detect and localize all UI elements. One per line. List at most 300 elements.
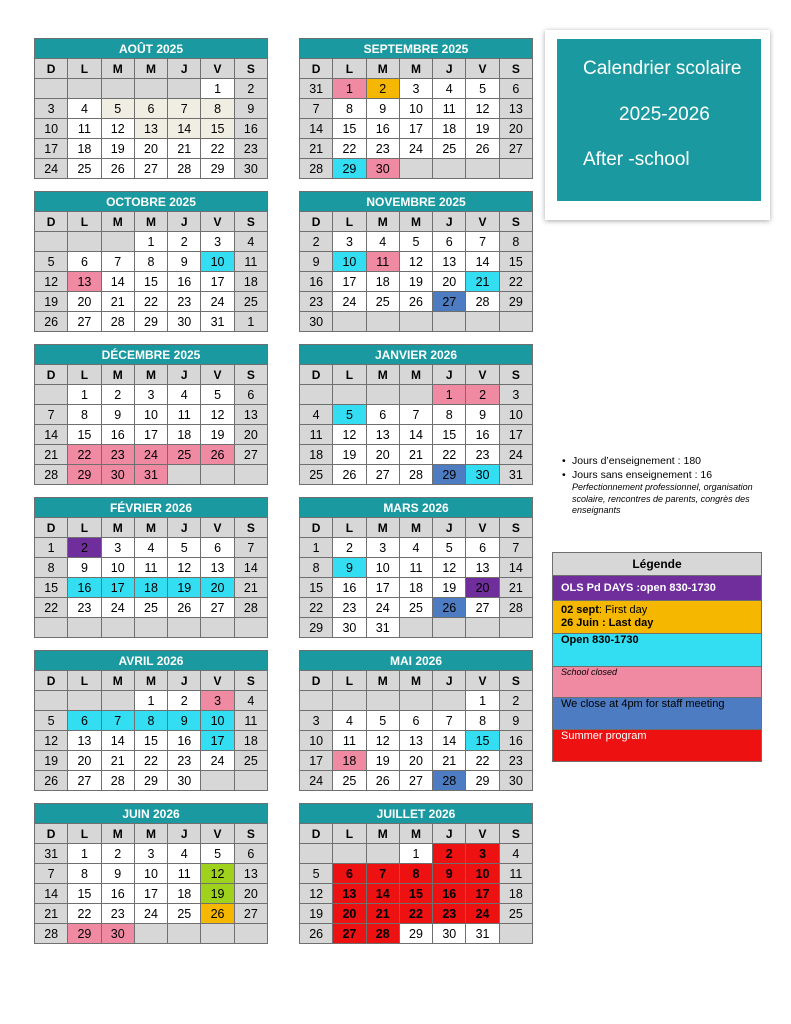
day-cell: 29 (300, 618, 333, 638)
weekday-header: J (168, 824, 201, 844)
weekday-header: J (433, 365, 466, 385)
weekday-header: S (499, 59, 532, 79)
empty-day-cell (234, 771, 267, 791)
day-cell: 27 (433, 292, 466, 312)
weekday-header: J (168, 212, 201, 232)
day-cell: 31 (35, 844, 68, 864)
day-cell: 9 (168, 711, 201, 731)
day-cell: 10 (366, 558, 399, 578)
empty-day-cell (134, 924, 167, 944)
day-cell: 14 (433, 731, 466, 751)
weekday-header: M (366, 365, 399, 385)
day-cell: 10 (134, 405, 167, 425)
week-row (35, 272, 268, 292)
weekday-header: J (433, 59, 466, 79)
day-cell: 23 (101, 445, 134, 465)
month-title: FÉVRIER 2026 (35, 498, 268, 518)
day-cell: 10 (466, 864, 499, 884)
day-cell: 24 (134, 445, 167, 465)
weekday-header: V (466, 824, 499, 844)
weekday-header: J (433, 671, 466, 691)
weekday-header: V (466, 59, 499, 79)
day-cell: 8 (134, 252, 167, 272)
day-cell: 20 (399, 751, 432, 771)
day-cell: 13 (366, 425, 399, 445)
week-row (300, 139, 533, 159)
day-cell: 7 (101, 711, 134, 731)
empty-day-cell (68, 79, 101, 99)
day-cell: 15 (134, 731, 167, 751)
day-cell: 15 (466, 731, 499, 751)
day-cell: 7 (366, 864, 399, 884)
day-cell: 30 (101, 465, 134, 485)
day-cell: 25 (168, 904, 201, 924)
day-cell: 17 (399, 119, 432, 139)
day-cell: 14 (101, 731, 134, 751)
legend-last-day-date: 26 Juin : (561, 617, 606, 629)
week-row (35, 864, 268, 884)
non-teaching-days-note: Perfectionnement professionnel, organisation scolaire, rencontres de parents, congrès des enseignants (572, 482, 753, 515)
empty-day-cell (234, 924, 267, 944)
day-cell: 24 (101, 598, 134, 618)
weekday-header: L (68, 365, 101, 385)
day-cell: 29 (134, 771, 167, 791)
week-row (35, 618, 268, 638)
day-cell: 13 (134, 119, 167, 139)
weekday-header: S (234, 824, 267, 844)
calendar-aout-2025 (34, 38, 268, 179)
week-row (300, 292, 533, 312)
day-cell: 23 (433, 904, 466, 924)
day-cell: 22 (466, 751, 499, 771)
day-cell: 6 (68, 711, 101, 731)
day-cell: 18 (168, 425, 201, 445)
empty-day-cell (168, 465, 201, 485)
month-title: DÉCEMBRE 2025 (35, 345, 268, 365)
day-cell: 1 (300, 538, 333, 558)
day-cell: 30 (333, 618, 366, 638)
weekday-header: M (366, 59, 399, 79)
weekday-header: J (168, 59, 201, 79)
weekday-header: J (433, 824, 466, 844)
week-row (300, 252, 533, 272)
school-days-stats (562, 454, 767, 517)
day-cell: 3 (366, 538, 399, 558)
empty-day-cell (68, 232, 101, 252)
week-row (300, 844, 533, 864)
day-cell: 15 (68, 884, 101, 904)
day-cell: 9 (234, 99, 267, 119)
weekday-header: M (134, 518, 167, 538)
week-row (300, 272, 533, 292)
day-cell: 15 (35, 578, 68, 598)
day-cell: 28 (300, 159, 333, 179)
day-cell: 1 (35, 538, 68, 558)
empty-day-cell (35, 385, 68, 405)
day-cell: 27 (333, 924, 366, 944)
day-cell: 27 (399, 771, 432, 791)
day-cell: 8 (201, 99, 234, 119)
day-cell: 5 (366, 711, 399, 731)
empty-day-cell (433, 312, 466, 332)
day-cell: 18 (433, 119, 466, 139)
day-cell: 1 (466, 691, 499, 711)
month-title: AVRIL 2026 (35, 651, 268, 671)
day-cell: 15 (433, 425, 466, 445)
day-cell: 3 (134, 844, 167, 864)
legend-first-day-text: : First day (598, 604, 648, 616)
calendar-octobre-2025 (34, 191, 268, 332)
week-row (35, 558, 268, 578)
calendar-janvier-2026 (299, 344, 533, 485)
day-cell: 17 (134, 425, 167, 445)
legend-staff-meeting: We close at 4pm for staff meeting (553, 698, 762, 730)
empty-day-cell (466, 618, 499, 638)
weekday-header: V (201, 365, 234, 385)
calendar-avril-2026 (34, 650, 268, 791)
weekday-header: M (101, 365, 134, 385)
month-title: AOÛT 2025 (35, 39, 268, 59)
day-cell: 29 (433, 465, 466, 485)
empty-day-cell (333, 385, 366, 405)
week-row (35, 99, 268, 119)
weekday-header: D (300, 59, 333, 79)
day-cell: 11 (366, 252, 399, 272)
day-cell: 28 (101, 312, 134, 332)
day-cell: 26 (35, 312, 68, 332)
month-title: JUIN 2026 (35, 804, 268, 824)
empty-day-cell (234, 618, 267, 638)
day-cell: 22 (134, 292, 167, 312)
day-cell: 31 (134, 465, 167, 485)
weekday-header: V (201, 518, 234, 538)
weekday-header: L (333, 518, 366, 538)
empty-day-cell (101, 691, 134, 711)
legend-summer-program: Summer program (553, 730, 762, 762)
day-cell: 19 (101, 139, 134, 159)
day-cell: 28 (35, 465, 68, 485)
day-cell: 22 (300, 598, 333, 618)
day-cell: 18 (168, 884, 201, 904)
day-cell: 26 (168, 598, 201, 618)
day-cell: 26 (300, 924, 333, 944)
day-cell: 11 (433, 99, 466, 119)
day-cell: 24 (134, 904, 167, 924)
empty-day-cell (35, 232, 68, 252)
calendar-mars-2026 (299, 497, 533, 638)
day-cell: 30 (101, 924, 134, 944)
week-row (300, 119, 533, 139)
day-cell: 5 (35, 711, 68, 731)
empty-day-cell (366, 385, 399, 405)
calendar-juillet-2026 (299, 803, 533, 944)
day-cell: 6 (433, 232, 466, 252)
empty-day-cell (134, 618, 167, 638)
day-cell: 25 (134, 598, 167, 618)
week-row (35, 119, 268, 139)
day-cell: 3 (466, 844, 499, 864)
empty-day-cell (201, 618, 234, 638)
title-card (545, 30, 770, 220)
day-cell: 2 (300, 232, 333, 252)
day-cell: 7 (35, 405, 68, 425)
calendar-juin-2026 (34, 803, 268, 944)
day-cell: 19 (201, 884, 234, 904)
day-cell: 15 (68, 425, 101, 445)
day-cell: 5 (201, 385, 234, 405)
empty-day-cell (168, 924, 201, 944)
weekday-header: L (333, 59, 366, 79)
weekday-header: L (68, 518, 101, 538)
day-cell: 31 (366, 618, 399, 638)
week-row (35, 731, 268, 751)
day-cell: 29 (466, 771, 499, 791)
week-row (300, 884, 533, 904)
week-row (300, 79, 533, 99)
week-row (300, 771, 533, 791)
week-row (35, 844, 268, 864)
day-cell: 29 (333, 159, 366, 179)
day-cell: 18 (234, 731, 267, 751)
day-cell: 4 (68, 99, 101, 119)
day-cell: 29 (134, 312, 167, 332)
weekday-header: M (134, 671, 167, 691)
weekday-header: J (168, 365, 201, 385)
day-cell: 21 (399, 445, 432, 465)
legend-last-day-text: Last day (605, 617, 654, 629)
weekday-header: M (366, 212, 399, 232)
day-cell: 20 (433, 272, 466, 292)
weekday-header: S (234, 671, 267, 691)
month-title: MARS 2026 (300, 498, 533, 518)
empty-day-cell (35, 691, 68, 711)
day-cell: 4 (399, 538, 432, 558)
day-cell: 16 (168, 272, 201, 292)
empty-day-cell (201, 771, 234, 791)
day-cell: 25 (234, 292, 267, 312)
day-cell: 19 (399, 272, 432, 292)
day-cell: 12 (399, 252, 432, 272)
day-cell: 9 (101, 864, 134, 884)
day-cell: 6 (234, 385, 267, 405)
weekday-header: D (35, 671, 68, 691)
day-cell: 9 (333, 558, 366, 578)
week-row (300, 445, 533, 465)
title-panel (557, 39, 761, 201)
weekday-header: L (68, 59, 101, 79)
week-row (35, 232, 268, 252)
weekday-header: M (134, 212, 167, 232)
week-row (35, 711, 268, 731)
day-cell: 11 (68, 119, 101, 139)
day-cell: 15 (333, 119, 366, 139)
day-cell: 25 (68, 159, 101, 179)
weekday-header: V (466, 671, 499, 691)
day-cell: 20 (333, 904, 366, 924)
week-row (300, 405, 533, 425)
day-cell: 4 (234, 232, 267, 252)
day-cell: 27 (499, 139, 532, 159)
empty-day-cell (499, 159, 532, 179)
empty-day-cell (300, 691, 333, 711)
empty-day-cell (499, 312, 532, 332)
weekday-header: M (399, 212, 432, 232)
day-cell: 8 (499, 232, 532, 252)
day-cell: 30 (433, 924, 466, 944)
day-cell: 22 (35, 598, 68, 618)
weekday-header: V (466, 518, 499, 538)
day-cell: 24 (201, 292, 234, 312)
day-cell: 20 (134, 139, 167, 159)
weekday-header: L (68, 671, 101, 691)
week-row (300, 425, 533, 445)
weekday-header: L (333, 212, 366, 232)
day-cell: 6 (134, 99, 167, 119)
day-cell: 16 (68, 578, 101, 598)
legend-first-day (561, 604, 761, 617)
day-cell: 23 (333, 598, 366, 618)
day-cell: 1 (433, 385, 466, 405)
calendar-decembre-2025 (34, 344, 268, 485)
week-row (300, 159, 533, 179)
week-row (300, 578, 533, 598)
weekday-header: S (234, 365, 267, 385)
day-cell: 14 (101, 272, 134, 292)
weekday-header: L (333, 671, 366, 691)
day-cell: 9 (101, 405, 134, 425)
day-cell: 16 (101, 884, 134, 904)
day-cell: 13 (201, 558, 234, 578)
day-cell: 16 (366, 119, 399, 139)
month-title: OCTOBRE 2025 (35, 192, 268, 212)
day-cell: 5 (433, 538, 466, 558)
day-cell: 21 (433, 751, 466, 771)
day-cell: 13 (499, 99, 532, 119)
day-cell: 19 (433, 578, 466, 598)
day-cell: 26 (466, 139, 499, 159)
day-cell: 1 (201, 79, 234, 99)
weekday-header: V (466, 365, 499, 385)
day-cell: 14 (300, 119, 333, 139)
day-cell: 11 (168, 405, 201, 425)
empty-day-cell (101, 618, 134, 638)
day-cell: 23 (168, 751, 201, 771)
day-cell: 26 (35, 771, 68, 791)
weekday-header: M (101, 59, 134, 79)
day-cell: 20 (499, 119, 532, 139)
day-cell: 3 (499, 385, 532, 405)
week-row (300, 731, 533, 751)
day-cell: 25 (168, 445, 201, 465)
week-row (300, 751, 533, 771)
day-cell: 23 (300, 292, 333, 312)
day-cell: 8 (399, 864, 432, 884)
empty-day-cell (201, 924, 234, 944)
day-cell: 23 (466, 445, 499, 465)
empty-day-cell (168, 618, 201, 638)
day-cell: 22 (68, 904, 101, 924)
day-cell: 31 (466, 924, 499, 944)
day-cell: 21 (234, 578, 267, 598)
bullet-icon: • (562, 455, 566, 467)
day-cell: 8 (300, 558, 333, 578)
day-cell: 18 (134, 578, 167, 598)
empty-day-cell (399, 159, 432, 179)
weekday-header: V (201, 824, 234, 844)
day-cell: 31 (300, 79, 333, 99)
day-cell: 7 (35, 864, 68, 884)
day-cell: 31 (499, 465, 532, 485)
week-row (35, 751, 268, 771)
day-cell: 11 (300, 425, 333, 445)
week-row (300, 924, 533, 944)
legend-first-last-day (553, 601, 762, 634)
day-cell: 14 (168, 119, 201, 139)
day-cell: 19 (466, 119, 499, 139)
day-cell: 19 (366, 751, 399, 771)
legend-school-closed: School closed (553, 667, 762, 698)
week-row (35, 312, 268, 332)
day-cell: 2 (168, 232, 201, 252)
day-cell: 21 (499, 578, 532, 598)
week-row (35, 252, 268, 272)
day-cell: 5 (466, 79, 499, 99)
day-cell: 30 (499, 771, 532, 791)
day-cell: 12 (168, 558, 201, 578)
day-cell: 22 (134, 751, 167, 771)
calendar-septembre-2025 (299, 38, 533, 179)
day-cell: 24 (201, 751, 234, 771)
day-cell: 17 (466, 884, 499, 904)
weekday-header: L (68, 824, 101, 844)
day-cell: 10 (201, 252, 234, 272)
day-cell: 26 (399, 292, 432, 312)
day-cell: 19 (201, 425, 234, 445)
day-cell: 29 (399, 924, 432, 944)
day-cell: 12 (201, 864, 234, 884)
day-cell: 6 (201, 538, 234, 558)
day-cell: 26 (433, 598, 466, 618)
day-cell: 19 (300, 904, 333, 924)
day-cell: 10 (201, 711, 234, 731)
day-cell: 17 (300, 751, 333, 771)
day-cell: 17 (201, 731, 234, 751)
day-cell: 10 (35, 119, 68, 139)
day-cell: 23 (68, 598, 101, 618)
empty-day-cell (134, 79, 167, 99)
day-cell: 27 (201, 598, 234, 618)
day-cell: 27 (68, 771, 101, 791)
day-cell: 13 (433, 252, 466, 272)
day-cell: 27 (234, 445, 267, 465)
day-cell: 10 (333, 252, 366, 272)
week-row (300, 232, 533, 252)
day-cell: 20 (234, 425, 267, 445)
weekday-header: M (101, 671, 134, 691)
day-cell: 7 (466, 232, 499, 252)
week-row (35, 79, 268, 99)
day-cell: 11 (234, 711, 267, 731)
day-cell: 21 (168, 139, 201, 159)
month-title: JANVIER 2026 (300, 345, 533, 365)
day-cell: 24 (466, 904, 499, 924)
day-cell: 19 (35, 751, 68, 771)
bullet-icon: • (562, 469, 566, 481)
day-cell: 16 (499, 731, 532, 751)
day-cell: 5 (168, 538, 201, 558)
day-cell: 6 (466, 538, 499, 558)
title-line-3: After -school (583, 149, 690, 170)
